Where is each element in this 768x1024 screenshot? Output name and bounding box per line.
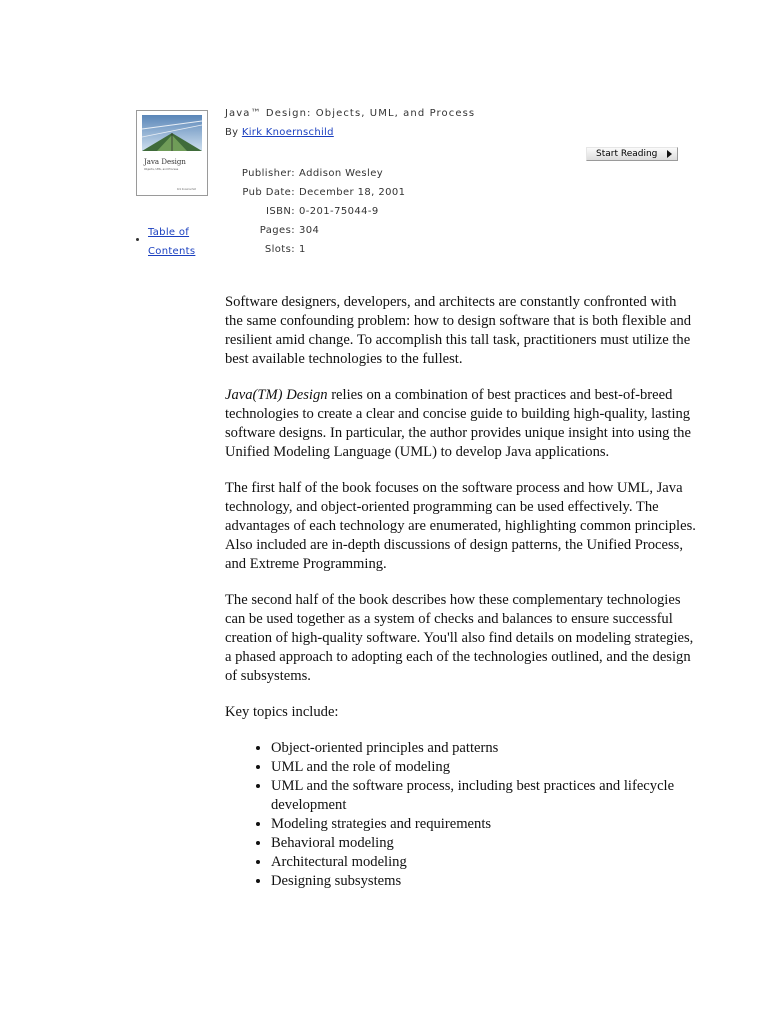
book-metadata (225, 164, 405, 259)
description-paragraph-text: relies on a combination of best practices and best-of-breed technologies to create a clear and concise guide to building high-quality, lasting software designs. In particular, the author provides unique insight into using the Unified Modeling Language (UML) to develop Java applications. (225, 387, 691, 460)
key-topics-heading: Key topics include: (225, 704, 339, 720)
list-item: • UML and the software process, including best practices and lifecycle development (271, 777, 697, 815)
book-cover (136, 110, 208, 196)
list-item: • Modeling strategies and requirements (271, 815, 697, 834)
author-link[interactable]: Kirk Knoernschild (241, 127, 334, 138)
start-reading-label[interactable]: Start Reading (596, 149, 658, 159)
description-paragraph: Software designers, developers, and architects are constantly confronted with the same confounding problem: how to design software that is both flexible and resilient amid change. To accomplish this tall task, practitioners must utilize the best available technologies to the fullest. (225, 294, 692, 367)
meta-row-isbn (225, 202, 405, 221)
cover-title: Java Design (144, 158, 186, 166)
toc-line-1[interactable]: Table of (148, 227, 190, 238)
meta-label: Slots: (264, 244, 295, 255)
meta-label: Pages: (259, 225, 295, 236)
description-paragraph (225, 386, 697, 462)
meta-row-pages (225, 221, 405, 240)
list-item: • UML and the role of modeling (271, 758, 697, 777)
meta-value: 1 (299, 244, 306, 255)
meta-row-publisher (225, 164, 405, 183)
meta-label: Publisher: (241, 168, 295, 179)
book-name-emphasis: Java(TM) Design (225, 387, 328, 403)
meta-row-pub-date (225, 183, 405, 202)
list-item: • Designing subsystems (271, 872, 697, 891)
cover-subtitle: Objects, UML, and Process (144, 168, 179, 171)
meta-value: 0-201-75044-9 (299, 206, 379, 217)
key-topics-list (225, 739, 697, 891)
list-item: • Architectural modeling (271, 853, 697, 872)
table-of-contents-link[interactable] (148, 223, 195, 261)
meta-label: Pub Date: (242, 187, 295, 198)
meta-row-slots (225, 240, 405, 259)
meta-value: December 18, 2001 (299, 187, 406, 198)
cover-author: Kirk Knoernschild (177, 188, 196, 191)
cover-art (137, 111, 207, 195)
meta-value: 304 (299, 225, 320, 236)
list-item: • Object-oriented principles and patterns (271, 739, 697, 758)
by-label: By (225, 127, 239, 138)
meta-label: ISBN: (265, 206, 295, 217)
description-paragraph: The second half of the book describes how these complementary technologies can be used together as a system of checks and balances to ensure successful creation of high-quality software. You'll also find details on modeling strategies, a phased approach to adopting each of the technologies outlined, and the design of subsystems. (225, 592, 694, 684)
book-title: Java™ Design: Objects, UML, and Process (225, 108, 476, 119)
list-item: • Behavioral modeling (271, 834, 697, 853)
start-reading-button[interactable] (586, 147, 678, 161)
book-description (225, 293, 697, 891)
toc-bullet-icon (136, 238, 139, 241)
toc-line-2[interactable]: Contents (148, 246, 196, 257)
byline (225, 127, 334, 138)
meta-value: Addison Wesley (299, 168, 384, 179)
description-paragraph: The first half of the book focuses on the software process and how UML, Java technology, and object-oriented programming can be used effectively. The advantages of each technology are enumerated, highlighting common principles. Also included are in-depth discussions of design patterns, the Unified Process, and Extreme Programming. (225, 480, 696, 572)
play-arrow-icon (667, 150, 672, 158)
